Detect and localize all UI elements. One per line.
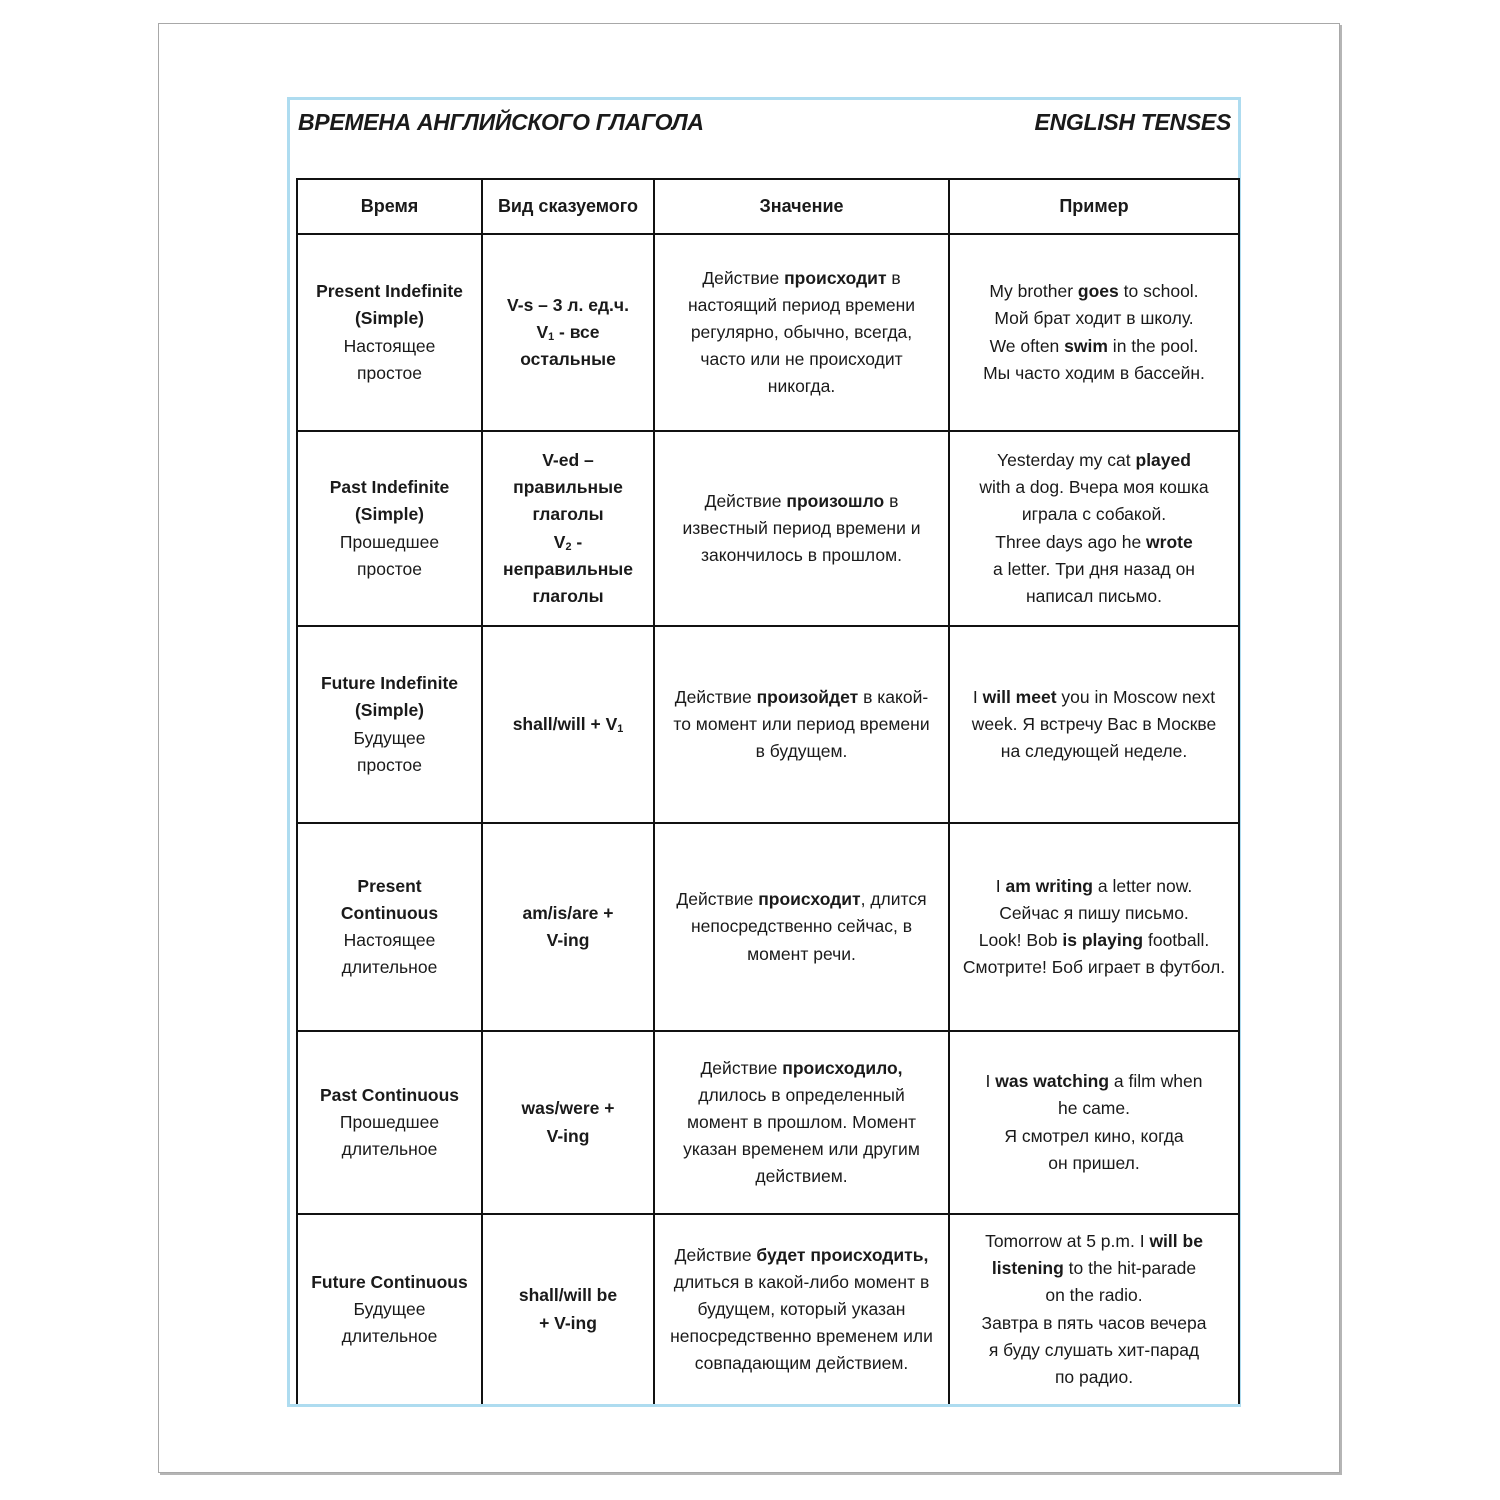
- col-header-meaning: Значение: [654, 179, 949, 234]
- page-title-ru: ВРЕМЕНА АНГЛИЙСКОГО ГЛАГОЛА: [298, 109, 704, 135]
- cell-predicate-form: was/were + V-ing: [482, 1031, 654, 1214]
- cell-predicate-form: am/is/are + V-ing: [482, 823, 654, 1031]
- cell-tense-name: Future Continuous Будущее длительное: [297, 1214, 482, 1404]
- cell-tense-name: Future Indefinite (Simple) Будущее простое: [297, 626, 482, 823]
- table-row: [297, 431, 1239, 626]
- table-row: [297, 234, 1239, 431]
- table-row: [297, 1031, 1239, 1214]
- cell-example: I am writing a letter now. Сейчас я пишу письмо. Look! Bob is playing football. Смотрите! Боб играет в футбол.: [949, 823, 1239, 1031]
- cell-tense-name: Present Continuous Настоящее длительное: [297, 823, 482, 1031]
- cell-example: I was watching a film when he came. Я смотрел кино, когда он пришел.: [949, 1031, 1239, 1214]
- table-row: [297, 626, 1239, 823]
- table-row: [297, 1214, 1239, 1404]
- tenses-table-wrap: [296, 178, 1238, 1404]
- cell-example: I will meet you in Moscow next week. Я встречу Вас в Москве на следующей неделе.: [949, 626, 1239, 823]
- table-header-row: [297, 179, 1239, 234]
- col-header-example: Пример: [949, 179, 1239, 234]
- cell-example: Tomorrow at 5 p.m. I will be listening to the hit-parade on the radio. Завтра в пять часов вечера я буду слушать хит-парад по радио.: [949, 1214, 1239, 1404]
- page-title-en: ENGLISH TENSES: [1034, 109, 1231, 135]
- cell-tense-name: Present Indefinite (Simple) Настоящее простое: [297, 234, 482, 431]
- cell-meaning: Действие будет происходить, длиться в какой-либо момент в будущем, который указан непосредственно временем или совпадающим действием.: [654, 1214, 949, 1404]
- cell-meaning: Действие произойдет в какой-то момент или период времени в будущем.: [654, 626, 949, 823]
- worksheet-sheet: [158, 23, 1340, 1473]
- cell-tense-name: Past Continuous Прошедшее длительное: [297, 1031, 482, 1214]
- cell-tense-name: Past Indefinite (Simple) Прошедшее простое: [297, 431, 482, 626]
- cell-predicate-form: shall/will + V1: [482, 626, 654, 823]
- col-header-form: Вид сказуемого: [482, 179, 654, 234]
- cell-predicate-form: shall/will be + V-ing: [482, 1214, 654, 1404]
- cell-example: My brother goes to school. Мой брат ходит в школу. We often swim in the pool. Мы часто ходим в бассейн.: [949, 234, 1239, 431]
- cell-meaning: Действие произошло в известный период времени и закончилось в прошлом.: [654, 431, 949, 626]
- content-frame: [287, 97, 1241, 1407]
- cell-predicate-form: V-s – 3 л. ед.ч. V1 - все остальные: [482, 234, 654, 431]
- tenses-table: [296, 178, 1240, 1404]
- cell-predicate-form: V-ed – правильные глаголы V2 - неправильные глаголы: [482, 431, 654, 626]
- cell-meaning: Действие происходит, длится непосредственно сейчас, в момент речи.: [654, 823, 949, 1031]
- table-row: [297, 823, 1239, 1031]
- col-header-tense: Время: [297, 179, 482, 234]
- cell-meaning: Действие происходит в настоящий период времени регулярно, обычно, всегда, часто или не происходит никогда.: [654, 234, 949, 431]
- cell-example: Yesterday my cat played with a dog. Вчера моя кошка играла с собакой. Three days ago he wrote a letter. Три дня назад он написал письмо.: [949, 431, 1239, 626]
- title-bar: [290, 100, 1238, 136]
- cell-meaning: Действие происходило, длилось в определенный момент в прошлом. Момент указан временем или другим действием.: [654, 1031, 949, 1214]
